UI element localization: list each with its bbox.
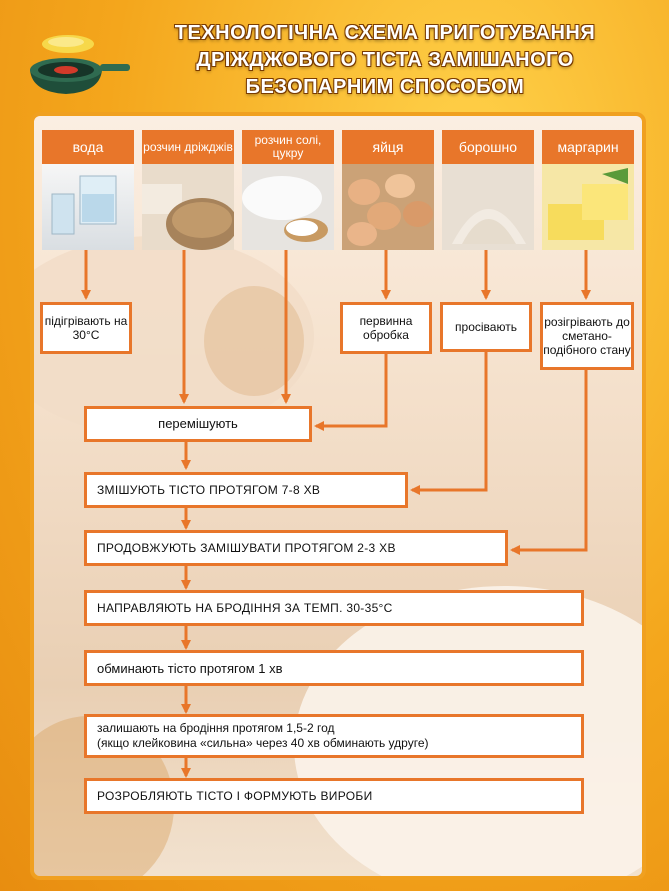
ingredient-label: розчин дріжджів	[142, 130, 234, 164]
step-shape-products: РОЗРОБЛЯЮТЬ ТІСТО І ФОРМУЮТЬ ВИРОБИ	[84, 778, 584, 814]
step-second-fermentation	[84, 714, 584, 758]
ingredient-water	[42, 130, 134, 250]
ingredient-label: вода	[42, 130, 134, 164]
prep-eggs: первинна обробка	[340, 302, 432, 354]
eggs-picture	[342, 164, 434, 250]
water-jug-picture	[42, 164, 134, 250]
step-continue-knead: ПРОДОВЖУЮТЬ ЗАМІШУВАТИ ПРОТЯГОМ 2-3 ХВ	[84, 530, 508, 566]
ingredient-label: яйця	[342, 130, 434, 164]
scheme-panel	[30, 112, 646, 880]
page-title	[135, 20, 635, 101]
step-punch-down: обминають тісто протягом 1 хв	[84, 650, 584, 686]
prep-flour: просівають	[440, 302, 532, 352]
flour-picture	[442, 164, 534, 250]
ingredient-label: розчин солі, цукру	[242, 130, 334, 164]
yeast-picture	[142, 164, 234, 250]
step-second-fermentation-line-2: (якщо клейковина «сильна» через 40 хв обминають удруге)	[97, 736, 429, 750]
ingredient-label: борошно	[442, 130, 534, 164]
ingredient-salt-sugar	[242, 130, 334, 250]
header	[0, 0, 669, 112]
step-second-fermentation-line-1: залишають на бродіння протягом 1,5-2 год	[97, 721, 335, 735]
salt-sugar-picture	[242, 164, 334, 250]
ingredient-eggs	[342, 130, 434, 250]
step-mix: перемішують	[84, 406, 312, 442]
ingredient-yeast	[142, 130, 234, 250]
step-knead-7-8: ЗМІШУЮТЬ ТІСТО ПРОТЯГОМ 7-8 ХВ	[84, 472, 408, 508]
step-fermentation: НАПРАВЛЯЮТЬ НА БРОДІННЯ ЗА ТЕМП. 30-35°С	[84, 590, 584, 626]
ingredient-margarine	[542, 130, 634, 250]
title-line-3: БЕЗОПАРНИМ СПОСОБОМ	[245, 76, 525, 98]
frying-pan-icon	[20, 30, 130, 100]
title-line-2: ДРІЖДЖОВОГО ТІСТА ЗАМІШАНОГО	[196, 49, 574, 71]
prep-water: підігрівають на 30°С	[40, 302, 132, 354]
prep-margarine: розігрівають до сметано-подібного стану	[540, 302, 634, 370]
margarine-picture	[542, 164, 634, 250]
background-rolling-pin	[204, 286, 304, 396]
title-line-1: ТЕХНОЛОГІЧНА СХЕМА ПРИГОТУВАННЯ	[174, 22, 596, 44]
ingredient-flour	[442, 130, 534, 250]
ingredient-label: маргарин	[542, 130, 634, 164]
